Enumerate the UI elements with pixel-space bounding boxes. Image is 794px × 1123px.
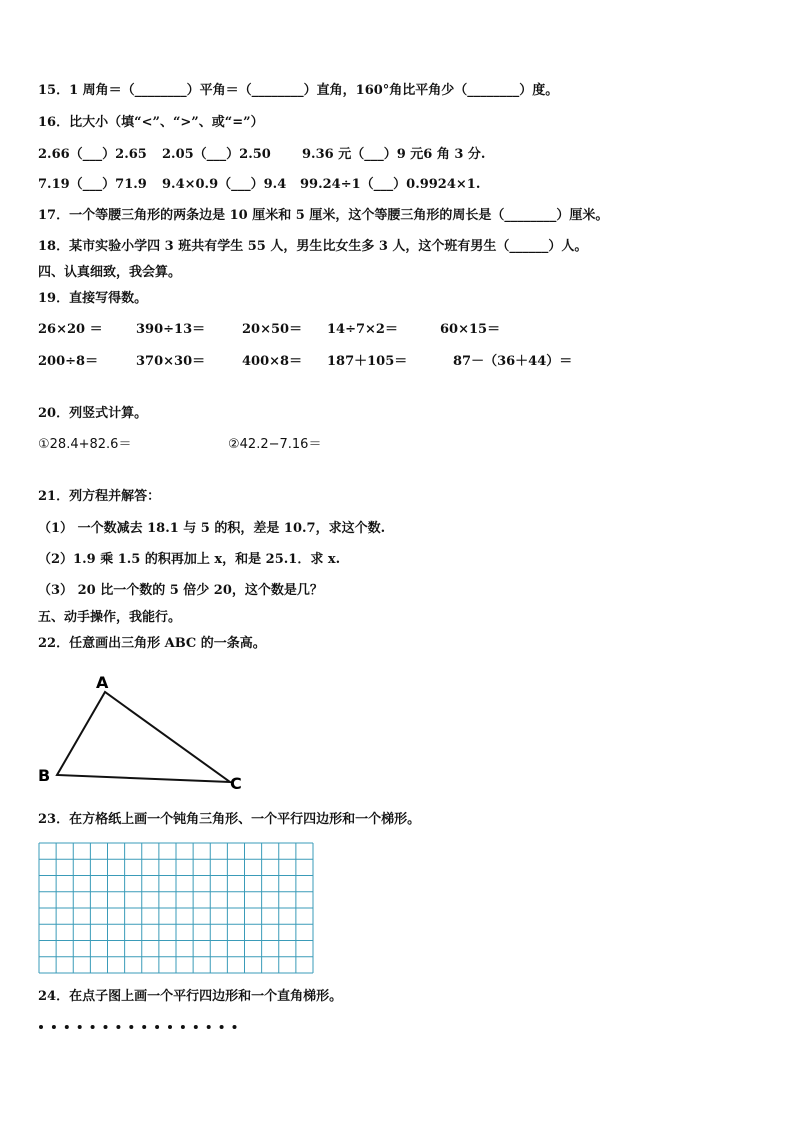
calc-item: 26×20 ＝ xyxy=(38,322,103,337)
question-19-title: 19．直接写得数。 xyxy=(38,291,148,306)
grid-dot xyxy=(142,1025,146,1029)
grid-dot xyxy=(91,1025,95,1029)
grid-dot xyxy=(168,1025,172,1029)
calc-item: 200÷8＝ xyxy=(38,354,99,369)
calc-item: 187＋105＝ xyxy=(327,354,408,369)
compare-item: 9.4×0.9（___）9.4 xyxy=(162,177,287,192)
grid-dot xyxy=(65,1025,69,1029)
vertex-label-b: B xyxy=(38,766,51,785)
compare-item: 7.19（___）71.9 xyxy=(38,177,147,192)
triangle-abc-figure xyxy=(30,668,260,798)
triangle-abc xyxy=(57,692,230,782)
grid-dot xyxy=(78,1025,82,1029)
calc-item: 14÷7×2＝ xyxy=(327,322,398,337)
question-16-title: 16．比大小（填“<”、“>”、或“=”） xyxy=(38,115,264,130)
question-21-item-1: （1） 一个数减去 18.1 与 5 的积，差是 10.7，求这个数. xyxy=(38,521,386,536)
question-17: 17．一个等腰三角形的两条边是 10 厘米和 5 厘米，这个等腰三角形的周长是（________）厘米。 xyxy=(38,208,609,223)
compare-item: 9.36 元（___）9 元6 角 3 分. xyxy=(302,147,486,162)
question-21-item-3: （3） 20 比一个数的 5 倍少 20，这个数是几？ xyxy=(38,583,323,598)
grid-dot xyxy=(116,1025,120,1029)
grid-dot xyxy=(194,1025,198,1029)
grid-dot xyxy=(220,1025,224,1029)
question-22-title: 22．任意画出三角形 ABC 的一条高。 xyxy=(38,636,266,651)
calc-item: 400×8＝ xyxy=(242,354,303,369)
grid-dot xyxy=(129,1025,133,1029)
dot-grid xyxy=(38,1021,238,1033)
question-18: 18．某市实验小学四 3 班共有学生 55 人，男生比女生多 3 人，这个班有男生（______）人。 xyxy=(38,239,588,254)
grid-dot xyxy=(52,1025,56,1029)
vertex-label-c: C xyxy=(230,774,242,793)
compare-item: 99.24÷1（___）0.9924×1. xyxy=(300,177,481,192)
calc-item: 370×30＝ xyxy=(136,354,206,369)
question-21-title: 21．列方程并解答： xyxy=(38,489,161,504)
calc-item: 87－（36＋44）＝ xyxy=(453,354,573,369)
question-15: 15．1 周角＝（________）平角＝（________）直角，160°角比平角少（________）度。 xyxy=(38,83,559,98)
question-24-title: 24．在点子图上画一个平行四边形和一个直角梯形。 xyxy=(38,989,343,1004)
calc-item: 60×15＝ xyxy=(440,322,501,337)
section-5-heading: 五、动手操作，我能行。 xyxy=(38,610,182,625)
grid-dot xyxy=(181,1025,185,1029)
question-23-title: 23．在方格纸上画一个钝角三角形、一个平行四边形和一个梯形。 xyxy=(38,812,421,827)
calc-item: 390÷13＝ xyxy=(136,322,206,337)
question-20-title: 20．列竖式计算。 xyxy=(38,406,148,421)
calc-item: 20×50＝ xyxy=(242,322,303,337)
vertex-label-a: A xyxy=(96,673,109,692)
grid-dot xyxy=(39,1025,43,1029)
section-4-heading: 四、认真细致，我会算。 xyxy=(38,265,182,280)
vertical-calc-item: ②42.2−7.16＝ xyxy=(228,437,322,452)
compare-item: 2.05（___）2.50 xyxy=(162,147,271,162)
question-21-item-2: （2）1.9 乘 1.5 的积再加上 x，和是 25.1．求 x. xyxy=(38,552,341,567)
grid-dot xyxy=(104,1025,108,1029)
compare-item: 2.66（___）2.65 xyxy=(38,147,147,162)
grid-dot xyxy=(155,1025,159,1029)
square-grid-paper xyxy=(38,842,314,974)
vertical-calc-item: ①28.4+82.6＝ xyxy=(38,437,132,452)
grid-dot xyxy=(233,1025,237,1029)
grid-dot xyxy=(207,1025,211,1029)
